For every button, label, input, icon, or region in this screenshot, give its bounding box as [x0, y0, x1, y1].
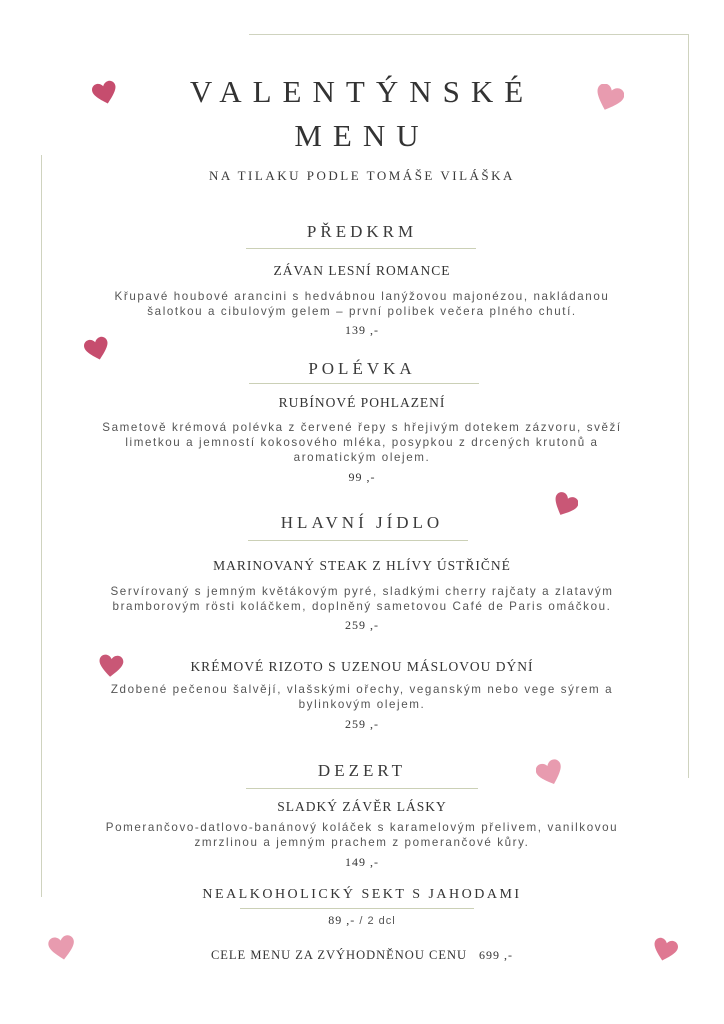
section-divider — [248, 540, 468, 541]
dish-description-line: šalotkou a cibulovým gelem – první polibek večera plného chutí. — [147, 305, 577, 318]
dish-description-line: bylinkovým olejem. — [298, 698, 426, 711]
page-title-line2: MENU — [294, 118, 430, 153]
dish-description-line: bramborovým rösti koláčkem, doplněný sametovou Café de Paris omáčkou. — [112, 600, 612, 613]
section-divider — [246, 788, 478, 789]
drink-unit: / 2 dcl — [355, 915, 396, 927]
dish-price-dessert: 149 ,- — [345, 855, 379, 869]
section-divider — [240, 908, 474, 909]
dish-price-main-2: 259 ,- — [345, 717, 379, 731]
section-heading-dessert: DEZERT — [317, 761, 407, 780]
dish-name-dessert: SLADKÝ ZÁVĚR LÁSKY — [277, 799, 447, 814]
total-price: 699 ,- — [479, 948, 514, 962]
dish-description-line: Pomerančovo-datlovo-banánový koláček s karamelovým přelivem, vanilkovou — [105, 821, 619, 834]
heart-icon — [594, 84, 624, 112]
heart-icon — [84, 334, 110, 364]
dish-description-line: Zdobené pečenou šalvějí, vlašskými ořechy, veganským nebo vege sýrem a — [110, 683, 614, 696]
heart-icon — [652, 936, 678, 964]
dish-price-soup: 99 ,- — [348, 470, 376, 484]
dish-name-main-1: MARINOVANÝ STEAK Z HLÍVY ÚSTŘIČNÉ — [213, 558, 511, 573]
dish-description-line: limetkou a jemností kokosového mléka, posypkou z drcených krutonů a — [125, 436, 599, 449]
drink-price: 89 ,- — [328, 913, 356, 927]
dish-description-line: aromatickým olejem. — [293, 451, 431, 464]
dish-name-main-2: KRÉMOVÉ RIZOTO S UZENOU MÁSLOVOU DÝNÍ — [190, 659, 534, 674]
frame-line-top — [249, 34, 689, 35]
heart-icon — [98, 652, 124, 680]
dish-price-main-1: 259 ,- — [345, 618, 379, 632]
heart-icon — [552, 490, 578, 520]
dish-description-line: Servírovaný s jemným květákovým pyré, sladkými cherry rajčaty a zlatavým — [110, 585, 614, 598]
page-title-line1: VALENTÝNSKÉ — [189, 74, 535, 109]
page-subtitle: NA TILAKU PODLE TOMÁŠE VILÁŠKA — [209, 168, 515, 183]
dish-name-starter: ZÁVAN LESNÍ ROMANCE — [273, 263, 451, 278]
heart-icon — [536, 758, 564, 788]
dish-description-line: Sametově krémová polévka z červené řepy s hřejivým dotekem zázvoru, svěží — [102, 421, 622, 434]
section-heading-starter: PŘEDKRM — [306, 222, 418, 241]
dish-price-starter: 139 ,- — [345, 323, 379, 337]
total-label: CELE MENU ZA ZVÝHODNĚNOU CENU — [210, 948, 468, 962]
section-heading-main: HLAVNÍ JÍDLO — [280, 513, 444, 532]
heart-icon — [92, 78, 118, 108]
drink-heading: NEALKOHOLICKÝ SEKT S JAHODAMI — [202, 887, 522, 902]
drink-price-row — [0, 913, 724, 928]
section-divider — [249, 383, 479, 384]
dish-description-line: zmrzlinou a jemným prachem z pomerančové kůry. — [194, 836, 530, 849]
dish-name-soup: RUBÍNOVÉ POHLAZENÍ — [278, 395, 446, 410]
total-row — [0, 948, 724, 963]
section-heading-soup: POLÉVKA — [308, 359, 416, 378]
section-divider — [246, 248, 476, 249]
heart-icon — [48, 934, 76, 962]
dish-description-line: Křupavé houbové arancini s hedvábnou lanýžovou majonézou, nakládanou — [114, 290, 610, 303]
